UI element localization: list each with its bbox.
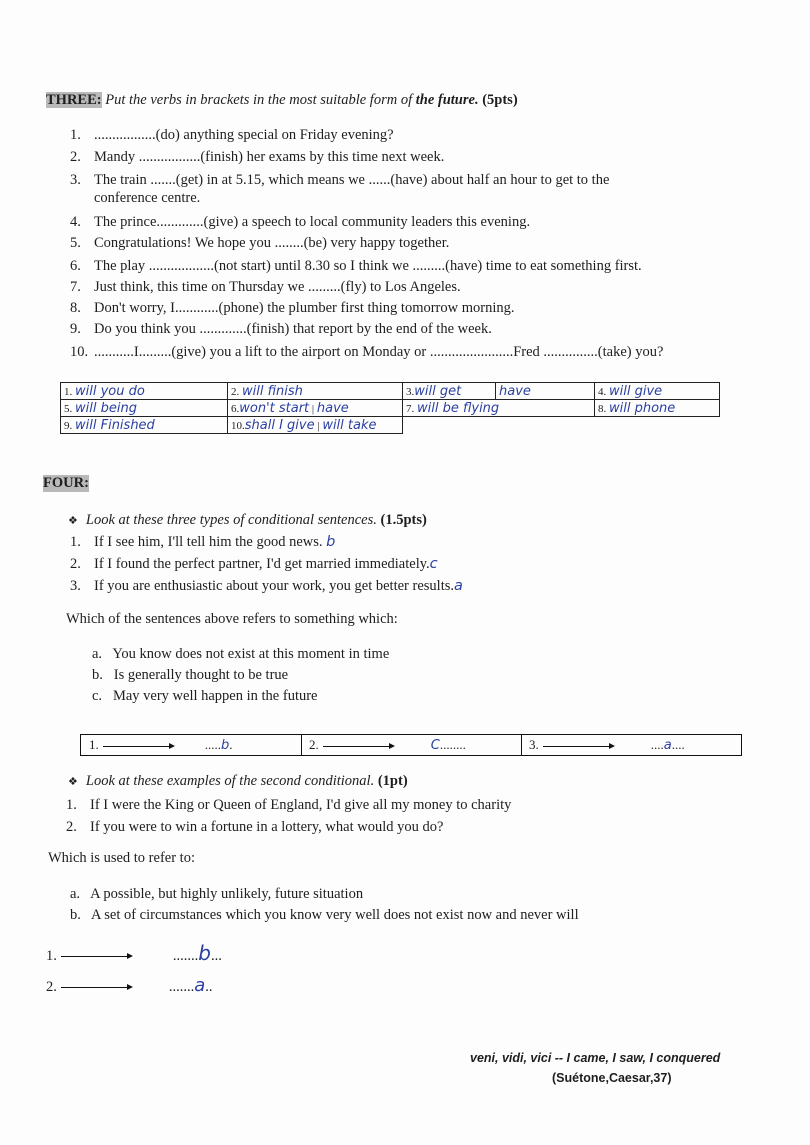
answer-6b: have xyxy=(316,400,349,416)
option-a: a. You know does not exist at this moment in time xyxy=(92,646,390,662)
matching-bar xyxy=(80,734,742,756)
answer-1: will you do xyxy=(75,383,145,399)
option2-b: b. A set of circumstances which you know very well does not exist now and never will xyxy=(70,907,579,923)
question-4: 4. The prince.............(give) a speech to local community leaders this evening. xyxy=(70,214,531,230)
sentence-3: 3. If you are enthusiastic about your work, you get better results.a xyxy=(70,578,463,594)
question-2: 2. Mandy .................(finish) her exams by this time next week. xyxy=(70,149,445,165)
answer-4: will give xyxy=(609,383,663,399)
question-1: 1. .................(do) anything special on Friday evening? xyxy=(70,127,394,143)
question-10: 10. ...........I.........(give) you a lift to the airport on Monday or .......................Fred ...............(take) you? xyxy=(70,344,664,360)
answer-7: will be flying xyxy=(417,400,500,416)
section-three-heading xyxy=(46,92,518,109)
section-four-heading: FOUR: xyxy=(43,475,89,491)
question-3: 3. The train .......(get) in at 5.15, which means we ......(have) about half an hour to get to the xyxy=(70,172,610,188)
answer-10a: shall I give xyxy=(244,417,315,433)
answer-grid: 1. will you do 2. will finish 3.will get have 4. will give 5. will being 6.won't start | have 7. will be flying 8. will phone 9. will Finished 10.shall I give | will take xyxy=(60,382,720,434)
answer-10b: will take xyxy=(322,417,377,433)
question-which-1: Which of the sentences above refers to something which: xyxy=(66,611,398,627)
arrow-icon xyxy=(543,746,613,747)
section-three-points: (5pts) xyxy=(482,92,518,108)
question-5: 5. Congratulations! We hope you ........(be) very happy together. xyxy=(70,235,450,251)
answer-2: will finish xyxy=(242,383,303,399)
arrow-icon xyxy=(323,746,393,747)
answer-6a: won't start xyxy=(239,400,310,416)
part1-title: ❖ Look at these three types of conditional sentences. (1.5pts) xyxy=(68,512,427,528)
section-three-tag: THREE: xyxy=(46,92,102,108)
question-8: 8. Don't worry, I............(phone) the plumber first thing tomorrow morning. xyxy=(70,300,515,316)
bar-item-1: 1. .....b. xyxy=(89,737,233,753)
final-answer-2: 2. .......a.. xyxy=(46,975,213,996)
section-three-instruction: Put the verbs in brackets in the most suitable form of xyxy=(105,92,413,108)
diamond-bullet-icon: ❖ xyxy=(68,515,78,527)
answer-5: will being xyxy=(75,400,137,416)
question-which-2: Which is used to refer to: xyxy=(48,850,195,866)
sentence-2: 2. If I found the perfect partner, I'd get married immediately.c xyxy=(70,556,438,572)
example-1: 1. If I were the King or Queen of England, I'd give all my money to charity xyxy=(66,797,512,813)
quote-line-1: veni, vidi, vici -- I came, I saw, I conquered xyxy=(470,1051,721,1065)
bar-item-3: 3. ....a.... xyxy=(529,737,685,753)
arrow-icon xyxy=(61,956,131,957)
arrow-icon xyxy=(103,746,173,747)
section-three-instruction-bold: the future. xyxy=(415,92,479,108)
question-3-cont: conference centre. xyxy=(94,190,201,206)
option-b: b. Is generally thought to be true xyxy=(92,667,289,683)
arrow-icon xyxy=(61,987,131,988)
sentence-1: 1. If I see him, I'll tell him the good news. b xyxy=(70,534,336,550)
answer-3a: will get xyxy=(414,383,462,399)
final-answer-1: 1. .......b... xyxy=(46,941,222,965)
answer-8: will phone xyxy=(609,400,676,416)
part2-title: ❖ Look at these examples of the second conditional. (1pt) xyxy=(68,773,408,789)
example-2: 2. If you were to win a fortune in a lottery, what would you do? xyxy=(66,819,444,835)
question-7: 7. Just think, this time on Thursday we .........(fly) to Los Angeles. xyxy=(70,279,461,295)
diamond-bullet-icon: ❖ xyxy=(68,776,78,788)
option-c: c. May very well happen in the future xyxy=(92,688,318,704)
answer-3b: have xyxy=(499,383,531,399)
answer-9: will Finished xyxy=(75,417,155,433)
bar-item-2: 2. C........ xyxy=(309,737,466,753)
option2-a: a. A possible, but highly unlikely, future situation xyxy=(70,886,364,902)
question-9: 9. Do you think you .............(finish) that report by the end of the week. xyxy=(70,321,492,337)
question-6: 6. The play ..................(not start) until 8.30 so I think we .........(have) time to eat something first. xyxy=(70,258,642,274)
quote-line-2: (Suétone,Caesar,37) xyxy=(552,1071,672,1085)
